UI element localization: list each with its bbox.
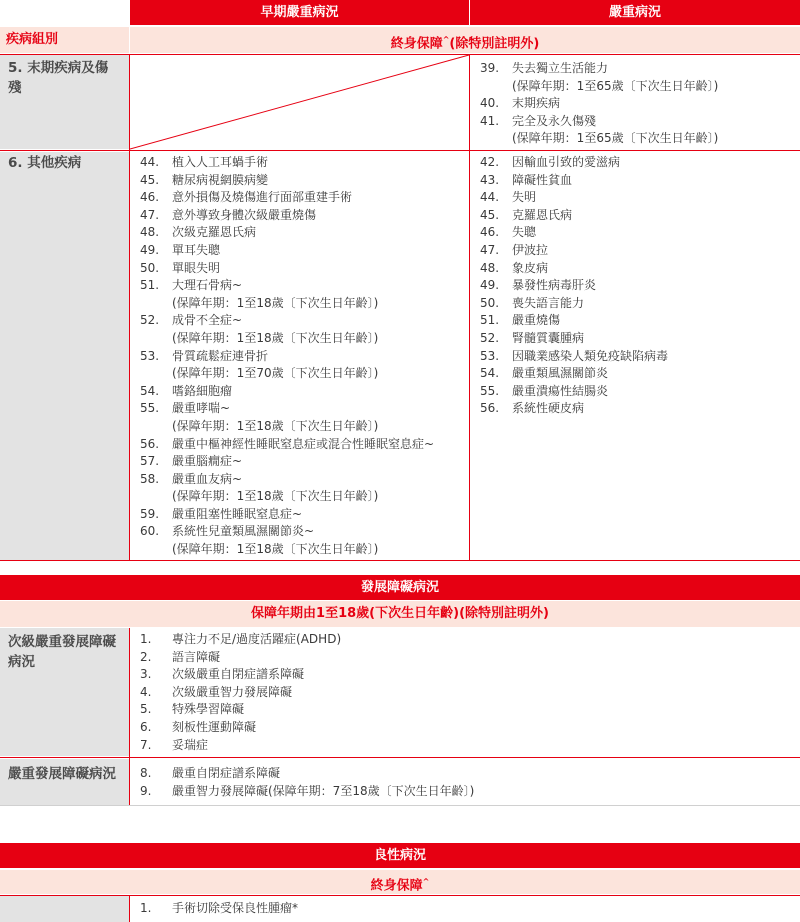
item-body	[172, 242, 220, 260]
item-body	[512, 154, 620, 172]
item-body	[512, 312, 560, 330]
item-body	[512, 189, 536, 207]
item-text: 骨質疏鬆症連骨折	[172, 348, 269, 363]
item-number: 45.	[480, 207, 500, 222]
item-text: 大理石骨病~	[172, 278, 243, 293]
item-body	[172, 312, 378, 347]
item-number: 55.	[140, 401, 160, 416]
item-text: 次級嚴重自閉症譜系障礙	[172, 667, 305, 682]
item-body	[512, 113, 718, 148]
item-text: 失明	[512, 190, 537, 205]
item-number: 52.	[140, 313, 160, 328]
item-text: 系統性硬皮病	[512, 401, 585, 416]
list-item	[480, 330, 668, 348]
item-coverage-note: (保障年期：1至18歲〔下次生日年齡〕)	[172, 542, 379, 557]
list-item	[140, 666, 341, 684]
item-coverage-note: (保障年期：1至18歲〔下次生日年齡〕)	[172, 295, 379, 310]
list-item	[140, 277, 434, 312]
category-5-major-list	[480, 60, 718, 148]
item-number: 1.	[140, 632, 152, 646]
col-header-major: 嚴重病況	[470, 0, 800, 25]
item-text: 失聰	[512, 225, 537, 240]
item-number: 1.	[140, 901, 152, 915]
item-coverage-note: (保障年期：1至18歲〔下次生日年齡〕)	[172, 489, 379, 504]
item-text: 系統性兒童類風濕關節炎~	[172, 524, 315, 539]
coverage-note: (除特別註明外)	[449, 36, 540, 52]
item-body	[512, 60, 718, 95]
list-item	[140, 242, 434, 260]
item-number: 6.	[140, 719, 152, 734]
list-item	[480, 224, 668, 242]
item-body	[512, 365, 608, 383]
list-item	[480, 172, 668, 190]
item-body	[172, 737, 208, 755]
item-text: 嚴重自閉症譜系障礙	[172, 766, 281, 780]
item-number: 8.	[140, 766, 152, 780]
item-text: 嚴重腦癇症~	[172, 454, 243, 469]
item-text: 障礙性貧血	[512, 172, 573, 187]
list-item	[140, 765, 474, 783]
item-number: 58.	[140, 471, 160, 486]
section-3-coverage-text: 終身保障	[370, 878, 423, 894]
item-body	[172, 506, 302, 524]
section-3-coverage-mark: ^	[422, 877, 430, 886]
item-body	[172, 189, 352, 207]
item-text: 成骨不全症~	[172, 313, 243, 328]
item-body	[172, 471, 378, 506]
item-body	[172, 701, 244, 719]
item-body	[512, 95, 560, 113]
item-text: 糖尿病視網膜病變	[172, 172, 269, 187]
item-body	[172, 400, 378, 435]
list-item	[480, 189, 668, 207]
item-number: 4.	[140, 684, 152, 699]
item-body	[172, 172, 268, 190]
item-number: 5.	[140, 702, 152, 717]
item-coverage-note: (保障年期：1至18歲〔下次生日年齡〕)	[172, 330, 379, 345]
item-body	[172, 783, 474, 801]
item-number: 54.	[140, 383, 160, 398]
item-body	[512, 383, 608, 401]
item-number: 60.	[140, 524, 160, 539]
item-text: 嗜鉻細胞瘤	[172, 383, 233, 398]
major-developmental-label: 嚴重發展障礙病況	[8, 766, 116, 782]
item-text: 暴發性病毒肝炎	[512, 278, 597, 293]
item-number: 40.	[480, 96, 500, 111]
item-text: 嚴重潰瘍性結腸炎	[512, 383, 609, 398]
item-number: 56.	[140, 436, 160, 451]
item-body	[512, 172, 572, 190]
item-body	[512, 207, 572, 225]
item-coverage-note: (保障年期：1至70歲〔下次生日年齡〕)	[172, 366, 379, 381]
item-text: 腎髓質囊腫病	[512, 330, 585, 345]
list-item	[140, 172, 434, 190]
item-text: 末期疾病	[512, 96, 561, 111]
item-number: 43.	[480, 172, 500, 187]
list-item	[140, 719, 341, 737]
item-number: 46.	[140, 190, 160, 205]
item-number: 50.	[140, 260, 160, 275]
item-body	[172, 348, 378, 383]
list-item	[140, 783, 474, 801]
item-number: 55.	[480, 383, 500, 398]
list-item	[140, 312, 434, 347]
item-text: 意外損傷及燒傷進行面部重建手術	[172, 190, 353, 205]
item-number: 54.	[480, 366, 500, 381]
item-text: 單耳失聰	[172, 242, 221, 257]
item-body	[172, 277, 378, 312]
list-item	[480, 277, 668, 295]
item-body	[172, 719, 256, 737]
coverage-text: 終身保障	[390, 36, 443, 52]
item-text: 伊波拉	[512, 242, 549, 257]
item-text: 手術切除受保良性腫瘤*	[172, 901, 299, 915]
list-item	[140, 900, 298, 918]
item-body	[172, 383, 232, 401]
item-number: 50.	[480, 295, 500, 310]
list-item	[140, 471, 434, 506]
item-body	[512, 295, 584, 313]
minor-developmental-label: 次級嚴重發展障礙病況	[8, 634, 116, 670]
list-item	[480, 154, 668, 172]
group-header: 疾病組別	[0, 27, 129, 53]
item-number: 42.	[480, 155, 500, 169]
item-body	[512, 277, 596, 295]
item-body	[172, 154, 268, 172]
item-body	[512, 348, 668, 366]
item-text: 特殊學習障礙	[172, 702, 245, 717]
list-item	[140, 701, 341, 719]
list-item	[140, 207, 434, 225]
item-text: 專注力不足/過度活躍症(ADHD)	[172, 632, 342, 646]
list-item	[480, 295, 668, 313]
section-2-coverage: 保障年期由1至18歲(下次生日年齡)(除特別註明外)	[0, 601, 800, 627]
item-number: 48.	[140, 225, 160, 240]
item-text: 嚴重類風濕關節炎	[512, 366, 609, 381]
list-item	[480, 60, 718, 95]
item-body	[172, 666, 304, 684]
category-6-label: 6. 其他疾病	[8, 155, 82, 171]
item-number: 41.	[480, 113, 500, 128]
minor-developmental-list	[140, 631, 341, 754]
list-item	[140, 400, 434, 435]
list-item	[480, 242, 668, 260]
item-text: 象皮病	[512, 260, 549, 275]
item-number: 56.	[480, 401, 500, 416]
list-item	[140, 383, 434, 401]
list-item	[140, 649, 341, 667]
item-number: 53.	[140, 348, 160, 363]
item-body	[172, 260, 220, 278]
list-item	[480, 348, 668, 366]
item-number: 44.	[140, 155, 160, 169]
list-item	[140, 684, 341, 702]
item-number: 47.	[480, 242, 500, 257]
list-item	[140, 453, 434, 471]
item-text: 妥瑞症	[172, 737, 209, 752]
item-number: 57.	[140, 454, 160, 469]
item-text: 嚴重中樞神經性睡眠窒息症或混合性睡眠窒息症~	[172, 436, 435, 451]
item-text: 因職業感染人類免疫缺陷病毒	[512, 348, 669, 363]
item-body	[172, 900, 298, 918]
item-coverage-note: (保障年期：1至18歲〔下次生日年齡〕)	[172, 418, 379, 433]
item-number: 49.	[480, 278, 500, 293]
list-item	[140, 348, 434, 383]
benign-list	[140, 900, 298, 918]
item-number: 7.	[140, 737, 152, 752]
list-item	[140, 189, 434, 207]
item-text: 單眼失明	[172, 260, 221, 275]
item-number: 49.	[140, 242, 160, 257]
item-text: 喪失語言能力	[512, 295, 585, 310]
item-text: 完全及永久傷殘	[512, 113, 597, 128]
list-item	[140, 737, 341, 755]
item-text: 植入人工耳蝸手術	[172, 155, 269, 169]
item-body	[172, 649, 220, 667]
item-body	[512, 400, 584, 418]
item-text: 刻板性運動障礙	[172, 719, 257, 734]
item-text: 語言障礙	[172, 649, 221, 664]
list-item	[140, 224, 434, 242]
not-applicable-diagonal	[130, 54, 470, 150]
list-item	[140, 154, 434, 172]
coverage-mark: ^	[442, 35, 450, 44]
item-text: 因輸血引致的愛滋病	[512, 155, 621, 169]
item-coverage-note: (保障年期：1至65歲〔下次生日年齡〕)	[512, 131, 719, 146]
major-developmental-list	[140, 765, 474, 800]
list-item	[480, 113, 718, 148]
list-item	[480, 207, 668, 225]
item-number: 9.	[140, 783, 152, 798]
list-item	[140, 506, 434, 524]
item-text: 失去獨立生活能力	[512, 61, 609, 75]
item-number: 51.	[140, 278, 160, 293]
item-body	[512, 242, 548, 260]
item-number: 46.	[480, 225, 500, 240]
item-body	[172, 631, 341, 649]
item-number: 48.	[480, 260, 500, 275]
list-item	[140, 523, 434, 558]
item-body	[172, 436, 434, 454]
item-number: 51.	[480, 313, 500, 328]
list-item	[480, 365, 668, 383]
item-number: 3.	[140, 667, 152, 682]
item-number: 52.	[480, 330, 500, 345]
section-2-title: 發展障礙病況	[0, 575, 800, 600]
list-item	[140, 631, 341, 649]
item-body	[172, 684, 292, 702]
item-text: 嚴重智力發展障礙(保障年期：7至18歲〔下次生日年齡〕)	[172, 783, 475, 798]
col-header-early: 早期嚴重病況	[130, 0, 469, 25]
section-3-coverage	[0, 870, 800, 894]
item-text: 意外導致身體次級嚴重燒傷	[172, 207, 317, 222]
item-text: 嚴重血友病~	[172, 471, 243, 486]
item-number: 44.	[480, 190, 500, 205]
list-item	[480, 312, 668, 330]
list-item	[480, 260, 668, 278]
item-body	[512, 260, 548, 278]
list-item	[480, 400, 668, 418]
category-5-label: 5. 末期疾病及傷殘	[8, 60, 109, 96]
item-coverage-note: (保障年期：1至65歲〔下次生日年齡〕)	[512, 78, 719, 93]
item-number: 53.	[480, 348, 500, 363]
item-number: 2.	[140, 649, 152, 664]
item-body	[172, 224, 256, 242]
item-text: 次級克羅恩氏病	[172, 225, 257, 240]
item-number: 39.	[480, 61, 500, 75]
section-3-title: 良性病況	[0, 843, 800, 868]
item-text: 嚴重阻塞性睡眠窒息症~	[172, 506, 303, 521]
list-item	[480, 95, 718, 113]
item-body	[512, 330, 584, 348]
item-number: 45.	[140, 172, 160, 187]
item-text: 嚴重哮喘~	[172, 401, 231, 416]
list-item	[140, 436, 434, 454]
item-body	[172, 523, 378, 558]
item-body	[172, 207, 316, 225]
coverage-row	[130, 27, 800, 53]
item-text: 克羅恩氏病	[512, 207, 573, 222]
item-body	[172, 765, 280, 783]
item-number: 59.	[140, 506, 160, 521]
category-6-early-list	[140, 154, 434, 559]
item-body	[172, 453, 242, 471]
list-item	[480, 383, 668, 401]
item-text: 次級嚴重智力發展障礙	[172, 684, 293, 699]
list-item	[140, 260, 434, 278]
item-text: 嚴重燒傷	[512, 313, 561, 328]
item-number: 47.	[140, 207, 160, 222]
category-6-major-list	[480, 154, 668, 418]
item-body	[512, 224, 536, 242]
